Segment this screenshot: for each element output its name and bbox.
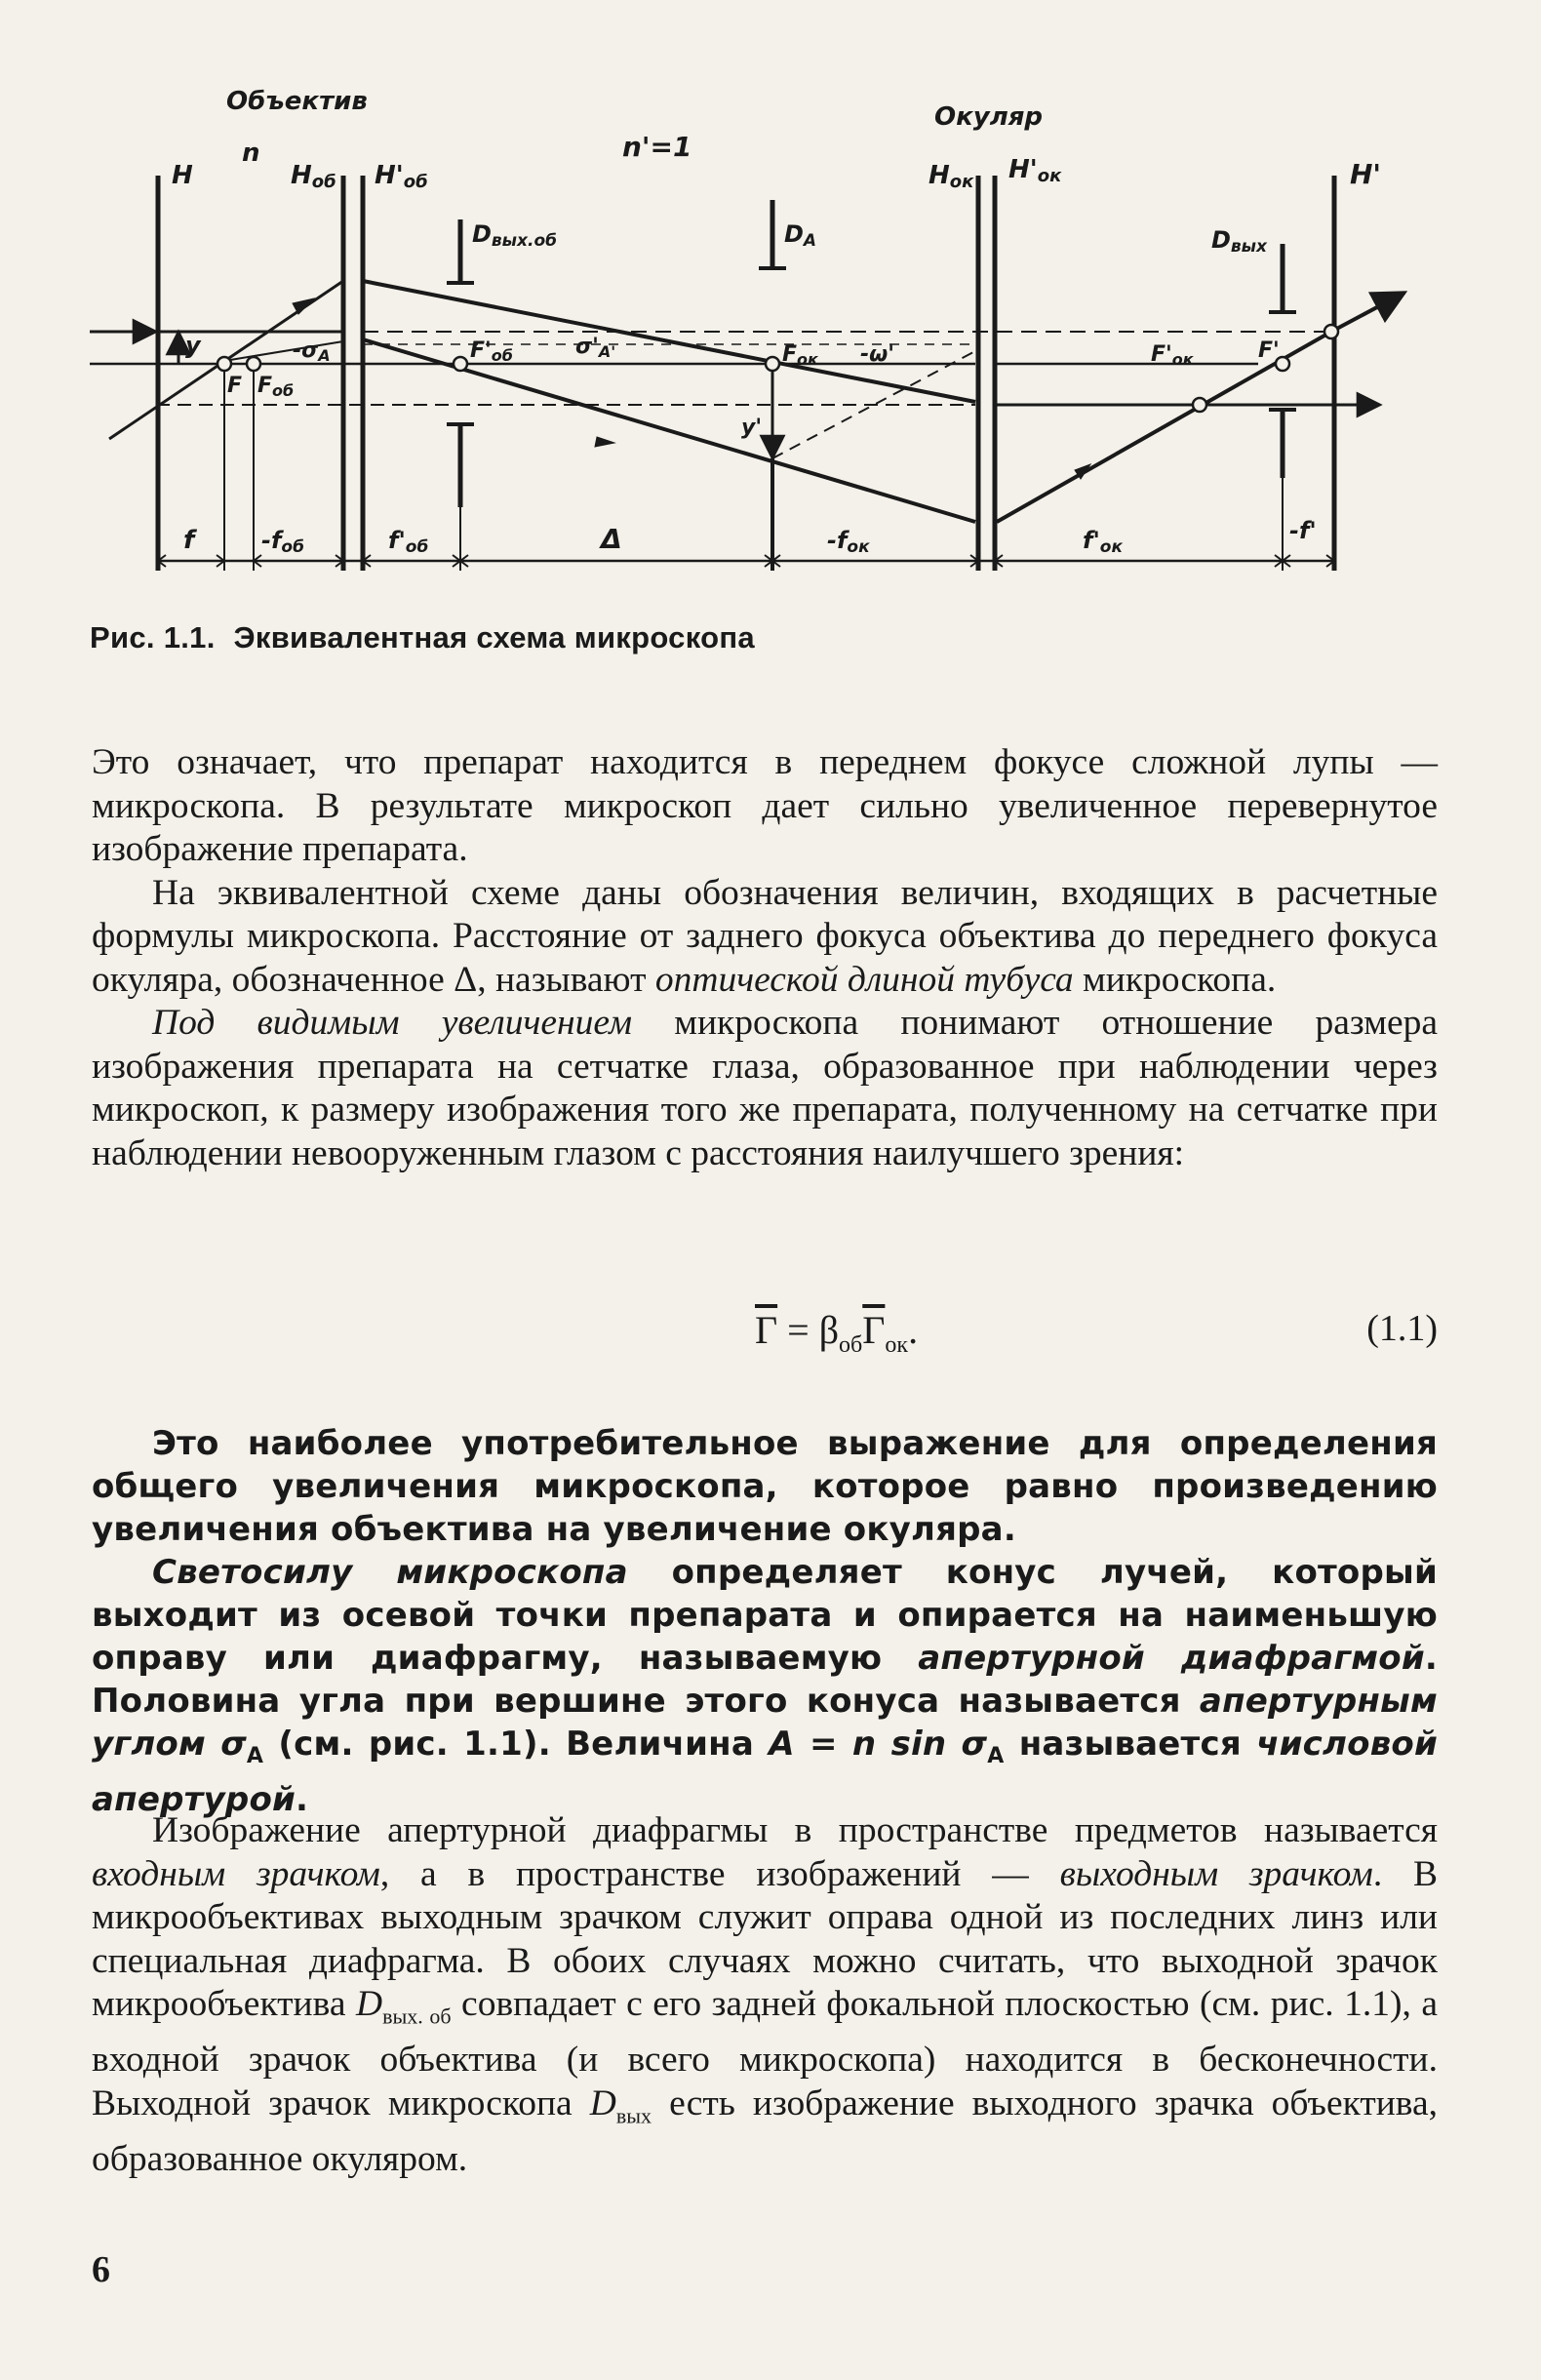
text-block-1 — [92, 741, 1438, 1175]
point-F — [217, 357, 231, 371]
dim-fp-ob: f'об — [388, 527, 429, 557]
label-y: y — [185, 332, 201, 359]
paragraph-2: На эквивалентной схеме даны обозначения величин, входящих в расчетные формулы микроскопа. Расстояние от заднего фокуса объектива до переднего фокуса окуляра, обозначенное Δ, называют оптической длиной тубуса микроскопа. — [92, 872, 1438, 1000]
paragraph-6: Изображение апертурной диафрагмы в пространстве предметов называется входным зрачком, а в пространстве изображений — выходным зрачком. В микрообъективах выходным зрачком служит оправа одной из последних линз или специальная диафрагма. В обоих случаях можно считать, что выходной зрачок микрообъектива $D_{вых. об}$ совпадает с его задней фокальной плоскостью (см. рис. 1.1), а входной зрачок объектива (и всего микроскопа) находится в бесконечности. Выходной зрачок микроскопа $D_{вых}$ есть изображение выходного зрачка объектива, образованное окуляром. — [92, 1810, 1439, 2179]
label-y-prime: y' — [741, 416, 763, 440]
formula-row — [92, 1307, 1438, 1362]
label-F-prime: F' — [1258, 338, 1280, 363]
label-sigma-Ap: σ'A' — [575, 335, 616, 361]
caption-number: Рис. 1.1. — [90, 620, 216, 654]
dim-delta: Δ — [601, 523, 622, 555]
equation-number: (1.1) — [1366, 1308, 1438, 1349]
label-sigma-A: -σA — [293, 338, 331, 365]
ray-out-2 — [1331, 293, 1404, 332]
label-H-prime: H' — [1350, 158, 1382, 190]
dim-f-ok: -fок — [827, 527, 870, 557]
label-objective: Объектив — [226, 87, 368, 116]
label-Hp-ob: H'об — [375, 161, 428, 192]
caption-text: Эквивалентная схема микроскопа — [233, 620, 755, 654]
label-H-ok: Hок — [929, 161, 974, 192]
text-block-3 — [92, 1809, 1438, 2181]
point-intersect — [1324, 325, 1338, 338]
point-Fp-ok — [1193, 398, 1206, 412]
label-n: n — [242, 139, 260, 168]
label-F-ob: Fоб — [257, 374, 295, 400]
label-D-out-ob: Dвых.об — [472, 220, 558, 251]
dim-f: f — [183, 526, 195, 555]
label-D-A: DA — [784, 220, 817, 251]
paragraph-3: Под видимым увеличением микроскопа понимают отношение размера изображения препарата на сетчатке глаза, образованное при наблюдении через микроскоп, к размеру изображения того же препарата, полученному на сетчатке при наблюдении невооруженным глазом с расстояния наилучшего зрения: — [92, 1003, 1438, 1173]
paragraph-5: Светосилу микроскопа определяет конус лучей, который выходит из осевой точки препарата и опирается на наименьшую оправу или диафрагму, называемую апертурной диафрагмой. Половина угла при вершине этого конуса называется апертурным углом $\sigma_A$ (см. рис. 1.1). Величина A = n $\sin \sigma_A$ называется числовой апертурой. — [92, 1553, 1438, 1819]
label-n-prime: n'=1 — [622, 131, 692, 163]
label-D-out: Dвых — [1211, 226, 1268, 257]
label-H: H — [172, 161, 193, 190]
label-Fp-ok: F'ок — [1151, 342, 1194, 369]
paragraph-4: Это наиболее употребительное выражение для определения общего увеличения микроскопа, которое равно произведению увеличения объектива на увеличение окуляра. — [92, 1424, 1438, 1549]
label-F-ok: Fок — [782, 342, 818, 369]
paragraph-1: Это означает, что препарат находится в переднем фокусе сложной лупы — микроскопа. В результате микроскоп дает сильно увеличенное перевернутое изображение препарата. — [92, 742, 1438, 869]
dim-fp-ok: f'ок — [1083, 527, 1124, 557]
label-omega: -ω' — [860, 342, 894, 367]
ray-ob-1 — [363, 281, 975, 402]
label-eyepiece: Окуляр — [934, 102, 1044, 132]
formula-1-1: $Г = \beta_{об}Г_{ок}$. — [755, 1308, 919, 1358]
page-number: 6 — [92, 2249, 110, 2290]
label-Fp-ob: F'об — [470, 338, 513, 365]
figure-caption — [90, 620, 755, 655]
point-Fp-ob — [454, 357, 467, 371]
text-block-2 — [92, 1422, 1438, 1821]
dim-fp: -f' — [1289, 517, 1317, 544]
point-F-ob — [247, 357, 260, 371]
dim-f-ob: -fоб — [261, 527, 304, 557]
label-Hp-ok: H'ок — [1008, 155, 1062, 186]
label-H-ob: Hоб — [291, 161, 336, 192]
microscope-schematic-diagram — [0, 0, 1541, 605]
label-F: F — [227, 374, 243, 398]
point-F-ok — [766, 357, 779, 371]
